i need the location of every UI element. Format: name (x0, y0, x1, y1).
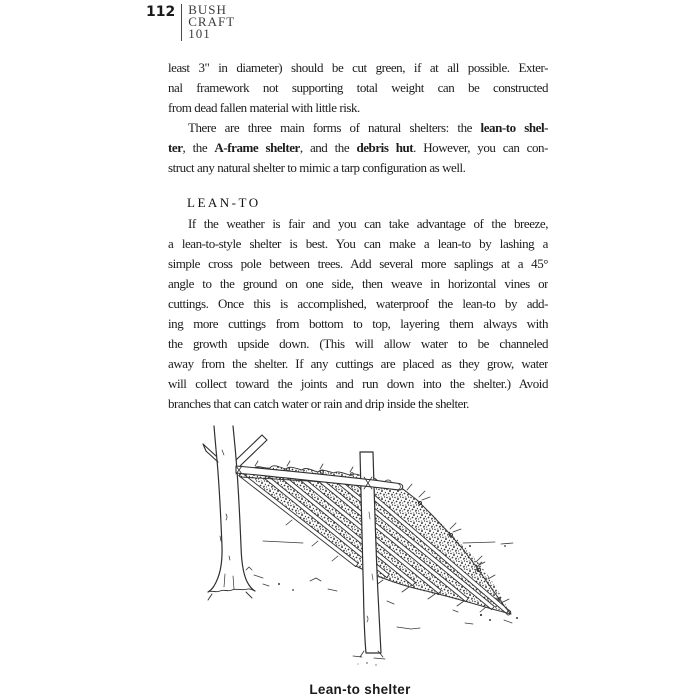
book-title (188, 3, 235, 40)
text-line: from dead fallen material with little risk. (168, 100, 360, 115)
text-line: a lean-to-style shelter is best. You can make a lean-to by lashing a (168, 236, 548, 251)
text-line: least 3" in diameter) should be cut green, if at all possible. Exter- (168, 60, 548, 75)
running-head (146, 3, 235, 41)
bold-term: ter (168, 140, 183, 155)
book-title-line: BUSH (188, 2, 227, 17)
tree (203, 426, 267, 600)
lean-to-illustration (170, 424, 530, 676)
text-line: nal framework not supporting total weight can be constructed (168, 80, 548, 95)
text-column (168, 58, 548, 414)
page-number: 112 (146, 4, 176, 20)
text-line: the growth upside down. (This will allow water to be channeled (168, 336, 548, 351)
text-segment: , the (182, 140, 215, 155)
bold-term: lean-to shel- (480, 120, 548, 135)
bold-term: A-frame shelter (214, 140, 300, 155)
bold-term: debris hut (356, 140, 414, 155)
text-segment: . However, you can con- (413, 140, 548, 155)
text-line: branches that can catch water or rain and drip inside the shelter. (168, 396, 469, 411)
text-line: If the weather is fair and you can take advantage of the breeze, (188, 216, 548, 231)
text-line: angle to the ground on one side, then weave in horizontal vines or (168, 276, 548, 291)
text-line: will collect toward the joints and run down into the shelter.) Avoid (168, 376, 548, 391)
text-line: away from the shelter. If any cuttings are placed as they grow, water (168, 356, 548, 371)
text-line (168, 138, 548, 158)
text-segment: , and the (299, 140, 357, 155)
figure (170, 424, 530, 676)
text-line: struct any natural shelter to mimic a tarp configuration as well. (168, 160, 466, 175)
figure-caption: Lean-to shelter (309, 682, 411, 697)
book-title-line: 101 (188, 26, 211, 41)
text-line: cuttings. Once this is accomplished, waterproof the lean-to by add- (168, 296, 548, 311)
text-line: simple cross pole between trees. Add several more saplings at a 45° (168, 256, 548, 271)
text-line (168, 118, 548, 138)
text-line: ing more cuttings from bottom to top, layering them always with (168, 316, 548, 331)
header-divider (181, 4, 182, 41)
text-segment: There are three main forms of natural shelters: the (188, 120, 481, 135)
book-title-line: CRAFT (188, 14, 236, 29)
section-heading: LEAN-TO (187, 195, 261, 210)
